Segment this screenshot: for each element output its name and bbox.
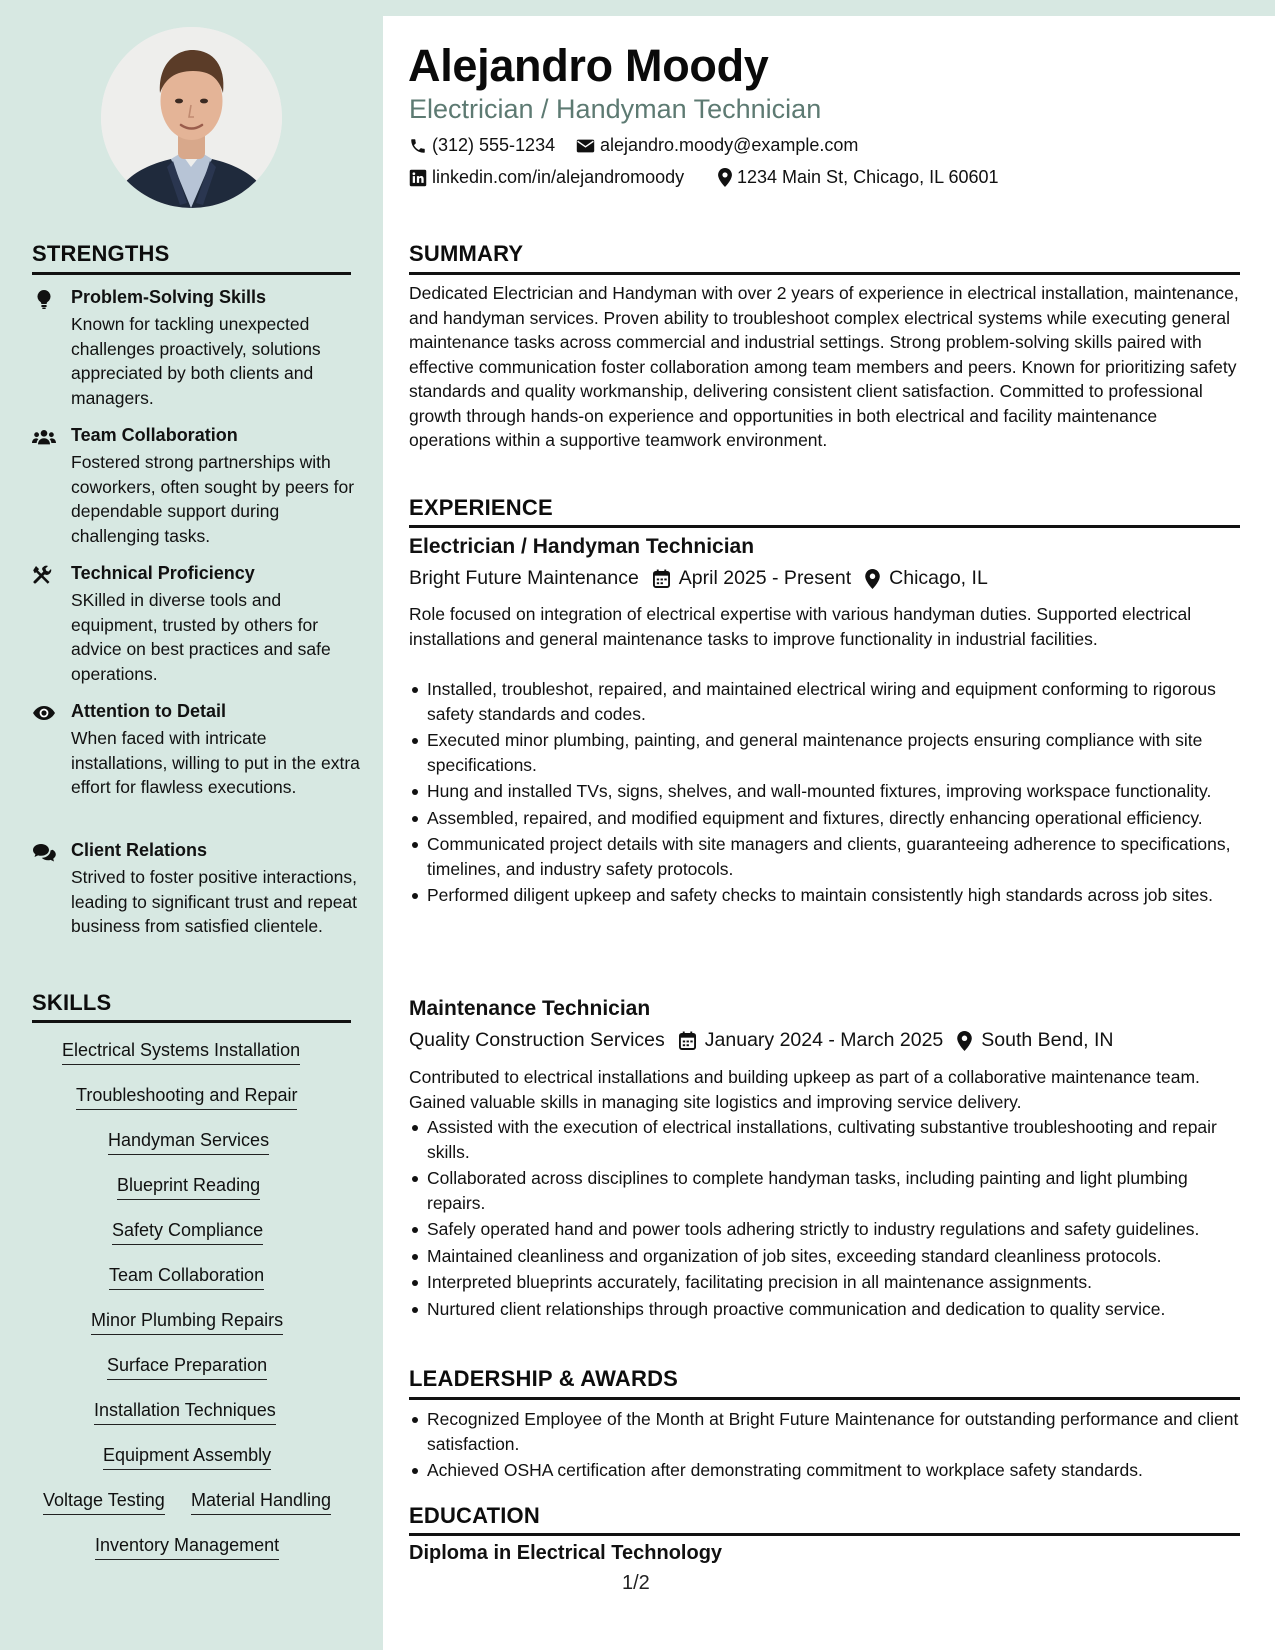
skill-tag: Installation Techniques bbox=[94, 1400, 276, 1425]
linkedin-contact[interactable] bbox=[409, 167, 684, 188]
job-meta bbox=[409, 1029, 1114, 1052]
strength-title: Problem-Solving Skills bbox=[71, 287, 267, 307]
job-title: Electrician / Handyman Technician bbox=[409, 535, 755, 558]
list-item: Recognized Employee of the Month at Bright Future Maintenance for outstanding performance and client satisfaction. bbox=[409, 1407, 1239, 1456]
address-contact bbox=[718, 167, 999, 188]
strength-title: Team Collaboration bbox=[71, 425, 238, 445]
email-contact[interactable] bbox=[576, 135, 858, 156]
list-item: Assisted with the execution of electrical installations, cultivating substantive troubleshooting and repair skills. bbox=[409, 1115, 1239, 1164]
lightbulb-icon bbox=[32, 289, 56, 309]
job-location: Chicago, IL bbox=[889, 567, 988, 589]
education-rule bbox=[409, 1533, 1240, 1536]
tools-icon bbox=[32, 565, 56, 585]
strengths-rule bbox=[32, 272, 351, 275]
list-item: Collaborated across disciplines to complete handyman tasks, including painting and light plumbing repairs. bbox=[409, 1166, 1239, 1215]
skill-tag: Troubleshooting and Repair bbox=[76, 1085, 297, 1110]
avatar bbox=[101, 27, 282, 208]
job-bullets bbox=[409, 1115, 1239, 1323]
calendar-icon bbox=[679, 1031, 696, 1050]
education-heading: EDUCATION bbox=[409, 1503, 540, 1528]
summary-rule bbox=[409, 272, 1240, 275]
comments-icon bbox=[32, 842, 56, 862]
page-number: 1/2 bbox=[622, 1572, 650, 1594]
list-item: Installed, troubleshot, repaired, and maintained electrical wiring and equipment conforming to rigorous safety standards and codes. bbox=[409, 677, 1239, 726]
summary-heading: SUMMARY bbox=[409, 241, 524, 266]
job-description: Contributed to electrical installations and building upkeep as part of a collaborative maintenance team. Gained valuable skills in managing site logistics and improving service delivery. bbox=[409, 1067, 1200, 1112]
experience-rule bbox=[409, 525, 1240, 528]
list-item: Safely operated hand and power tools adhering strictly to industry regulations and safety guidelines. bbox=[409, 1217, 1239, 1242]
strength-description: SKilled in diverse tools and equipment, trusted by others for advice on best practices and safe operations. bbox=[71, 590, 331, 684]
skill-tag: Electrical Systems Installation bbox=[62, 1040, 300, 1065]
skill-tag: Inventory Management bbox=[95, 1535, 279, 1560]
address-text: 1234 Main St, Chicago, IL 60601 bbox=[737, 167, 999, 187]
phone-contact bbox=[409, 135, 555, 156]
eye-icon bbox=[32, 703, 56, 723]
list-item: Hung and installed TVs, signs, shelves, and wall-mounted fixtures, improving workspace functionality. bbox=[409, 779, 1239, 804]
list-item: Nurtured client relationships through proactive communication and dedication to quality service. bbox=[409, 1297, 1239, 1322]
strength-description: When faced with intricate installations, willing to put in the extra effort for flawless executions. bbox=[71, 728, 360, 797]
list-item: Interpreted blueprints accurately, facilitating precision in all maintenance assignments. bbox=[409, 1270, 1239, 1295]
calendar-icon bbox=[653, 569, 670, 588]
list-item: Assembled, repaired, and modified equipment and fixtures, directly enhancing operational efficiency. bbox=[409, 806, 1239, 831]
list-item: Executed minor plumbing, painting, and general maintenance projects ensuring compliance with site specifications. bbox=[409, 728, 1239, 777]
skill-tag: Handyman Services bbox=[108, 1130, 269, 1155]
summary-text: Dedicated Electrician and Handyman with over 2 years of experience in electrical installation, maintenance, and handyman services. Proven ability to troubleshoot complex electrical systems while executing general maintenance tasks across commercial and industrial settings. Strong problem-solving skills paired with effective communication foster collaboration among team members and peers. Known for prioritizing safety standards and quality workmanship, delivering consistent client satisfaction. Committed to professional growth through hands-on experience and opportunities in both electrical and facility maintenance operations within a supportive teamwork environment. bbox=[409, 283, 1239, 450]
job-description: Role focused on integration of electrical expertise with various handyman duties. Supported electrical installations and general maintenance tasks to improve functionality in industrial facilities. bbox=[409, 604, 1192, 649]
users-icon bbox=[32, 427, 56, 447]
linkedin-icon bbox=[409, 169, 427, 187]
strengths-heading: STRENGTHS bbox=[32, 241, 170, 266]
strength-title: Technical Proficiency bbox=[71, 563, 255, 583]
skill-tag: Blueprint Reading bbox=[117, 1175, 260, 1200]
skill-tag: Material Handling bbox=[191, 1490, 331, 1515]
experience-heading: EXPERIENCE bbox=[409, 495, 553, 520]
candidate-title: Electrician / Handyman Technician bbox=[409, 94, 822, 124]
list-item: Performed diligent upkeep and safety checks to maintain consistently high standards across job sites. bbox=[409, 883, 1239, 908]
skill-tag: Team Collaboration bbox=[109, 1265, 264, 1290]
job-location: South Bend, IN bbox=[981, 1029, 1114, 1051]
job-dates: April 2025 - Present bbox=[678, 567, 852, 589]
job-company: Bright Future Maintenance bbox=[409, 567, 639, 589]
strength-title: Attention to Detail bbox=[71, 701, 226, 721]
job-bullets bbox=[409, 677, 1239, 910]
skills-heading: SKILLS bbox=[32, 990, 112, 1015]
linkedin-text[interactable]: linkedin.com/in/alejandromoody bbox=[432, 167, 685, 187]
map-pin-icon bbox=[718, 168, 732, 187]
list-item: Maintained cleanliness and organization of job sites, exceeding standard cleanliness protocols. bbox=[409, 1244, 1239, 1269]
list-item: Achieved OSHA certification after demonstrating commitment to workplace safety standards. bbox=[409, 1458, 1239, 1483]
strength-description: Fostered strong partnerships with coworkers, often sought by peers for dependable support during challenging tasks. bbox=[71, 452, 355, 546]
phone-icon bbox=[409, 137, 427, 155]
job-title: Maintenance Technician bbox=[409, 997, 651, 1020]
map-pin-icon bbox=[865, 569, 880, 589]
skill-tag: Voltage Testing bbox=[43, 1490, 165, 1515]
leadership-rule bbox=[409, 1397, 1240, 1400]
job-meta bbox=[409, 567, 988, 590]
list-item: Communicated project details with site managers and clients, guaranteeing adherence to specifications, timelines, and industry safety protocols. bbox=[409, 832, 1239, 881]
strength-description: Known for tackling unexpected challenges proactively, solutions appreciated by both clients and managers. bbox=[71, 314, 321, 408]
job-dates: January 2024 - March 2025 bbox=[704, 1029, 944, 1051]
email-text[interactable]: alejandro.moody@example.com bbox=[600, 135, 859, 155]
job-company: Quality Construction Services bbox=[409, 1029, 665, 1051]
leadership-heading: LEADERSHIP & AWARDS bbox=[409, 1366, 679, 1391]
skill-tag: Surface Preparation bbox=[107, 1355, 267, 1380]
strength-description: Strived to foster positive interactions, leading to significant trust and repeat business from satisfied clientele. bbox=[71, 867, 358, 936]
degree-title: Diploma in Electrical Technology bbox=[409, 1542, 723, 1564]
skill-tag: Equipment Assembly bbox=[103, 1445, 271, 1470]
candidate-name: Alejandro Moody bbox=[408, 40, 769, 91]
map-pin-icon bbox=[957, 1031, 972, 1051]
strength-title: Client Relations bbox=[71, 840, 208, 860]
skill-tag: Minor Plumbing Repairs bbox=[91, 1310, 283, 1335]
phone-text: (312) 555-1234 bbox=[432, 135, 556, 155]
leadership-bullets bbox=[409, 1407, 1239, 1485]
skills-rule bbox=[32, 1020, 351, 1023]
envelope-icon bbox=[576, 138, 595, 154]
skill-tag: Safety Compliance bbox=[112, 1220, 263, 1245]
